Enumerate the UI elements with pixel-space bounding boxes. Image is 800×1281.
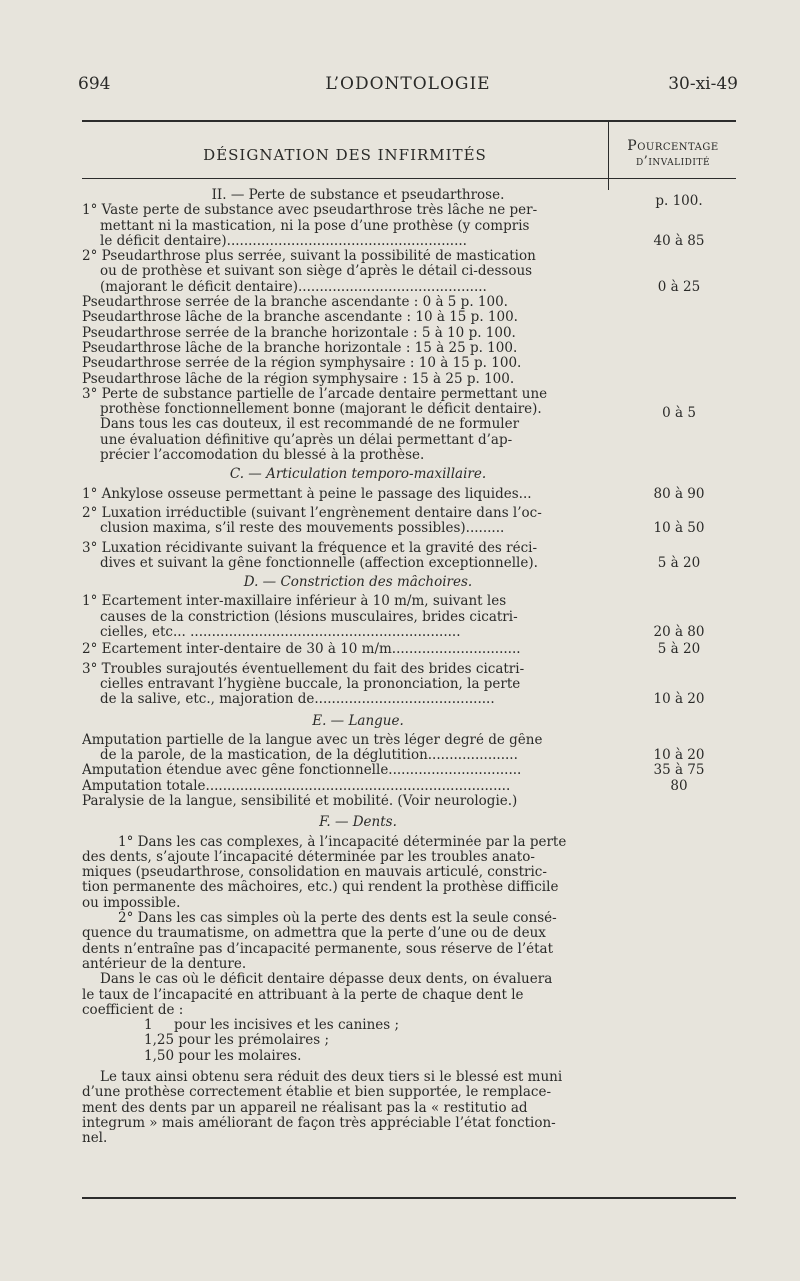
row-text: clusion maxima, s’il reste des mouvements possibles)......... xyxy=(100,521,505,537)
row-percentage: 10 à 20 xyxy=(653,691,705,708)
table-row xyxy=(82,926,736,941)
table-row xyxy=(82,692,736,707)
table-row xyxy=(82,779,736,794)
paragraph-text: antérieur de la denture. xyxy=(82,956,247,972)
table-row xyxy=(82,417,736,432)
table-row xyxy=(82,763,736,778)
table-row xyxy=(82,295,736,310)
row-text: Pseudarthrose lâche de la branche ascendante : 10 à 15 p. 100. xyxy=(82,310,518,326)
table-row xyxy=(82,794,736,809)
table-row xyxy=(82,1049,736,1064)
table-row xyxy=(82,556,736,571)
row-text: Amputation totale....................................................................... xyxy=(82,778,511,794)
table-row xyxy=(82,203,736,218)
row-text: Amputation partielle de la langue avec un très léger degré de gêne xyxy=(82,732,543,748)
paragraph-text: 1° Dans les cas complexes, à l’incapacité déterminée par la perte xyxy=(118,834,567,850)
table-row xyxy=(82,942,736,957)
row-text: 2° Ecartement inter-dentaire de 30 à 10 m/m.............................. xyxy=(82,642,521,658)
row-text: Pseudarthrose lâche de la branche horizontale : 15 à 25 p. 100. xyxy=(82,340,518,356)
page-number: 694 xyxy=(78,74,111,94)
table-row xyxy=(82,896,736,911)
table-row xyxy=(82,264,736,279)
unit-label: p. 100. xyxy=(655,193,703,209)
paragraph-text: tion permanente des mâchoires, etc.) qui rendent la prothèse difficile xyxy=(82,880,559,896)
table-row xyxy=(82,249,736,264)
table-row xyxy=(82,310,736,325)
table-row xyxy=(82,188,736,209)
table-row xyxy=(82,341,736,356)
table-row xyxy=(82,506,736,521)
table-row xyxy=(82,1003,736,1018)
column-header-designation: DÉSIGNATION DES INFIRMITÉS xyxy=(203,146,487,164)
table-row xyxy=(82,402,736,422)
table-row xyxy=(82,433,736,448)
paragraph-text: integrum » mais améliorant de façon très appréciable l’état fonction- xyxy=(82,1115,556,1131)
table-row xyxy=(82,467,736,482)
table-row xyxy=(82,541,736,556)
row-percentage: 10 à 20 xyxy=(653,747,705,764)
table-row xyxy=(82,642,736,657)
paragraph-text: quence du traumatisme, on admettra que la perte d’une ou de deux xyxy=(82,926,546,942)
row-text: Amputation étendue avec gêne fonctionnelle............................... xyxy=(82,763,522,779)
table-row xyxy=(82,1131,736,1146)
table-row xyxy=(82,356,736,371)
paragraph-text: ment des dents par un appareil ne réalisant pas la « restitutio ad xyxy=(82,1100,528,1116)
table-row xyxy=(82,850,736,865)
table-row xyxy=(82,610,736,625)
header-column-separator xyxy=(608,122,609,190)
row-text: cielles entravant l’hygiène buccale, la prononciation, la perte xyxy=(100,676,521,692)
row-percentage: 0 à 25 xyxy=(657,278,701,295)
table-row xyxy=(82,487,736,502)
paragraph-text: nel. xyxy=(82,1131,108,1147)
table-row xyxy=(82,1018,736,1033)
row-percentage: 20 à 80 xyxy=(653,624,705,641)
table-row xyxy=(82,387,736,402)
journal-title: L’ODONTOLOGIE xyxy=(325,74,491,94)
row-text: Pseudarthrose serrée de la branche horizontale : 5 à 10 p. 100. xyxy=(82,325,516,341)
paragraph-text: d’une prothèse correctement établie et bien supportée, le remplace- xyxy=(82,1085,551,1101)
section-heading-d: D. — Constriction des mâchoires. xyxy=(243,575,473,591)
table-row xyxy=(82,815,736,830)
row-text: causes de la constriction (lésions musculaires, brides cicatri- xyxy=(100,609,518,625)
row-text: Pseudarthrose serrée de la région symphysaire : 10 à 15 p. 100. xyxy=(82,356,522,372)
coefficient-line: 1,25 pour les prémolaires ; xyxy=(144,1033,329,1049)
table-row xyxy=(82,662,736,677)
row-text: cielles, etc... ............................................................... xyxy=(100,625,461,641)
section-heading-c: C. — Articulation temporo-maxillaire. xyxy=(229,467,487,483)
table-row xyxy=(82,835,736,850)
section-heading-e: E. — Langue. xyxy=(312,713,404,729)
section-heading-f: F. — Dents. xyxy=(319,815,397,831)
paragraph-text: des dents, s’ajoute l’incapacité déterminée par les troubles anato- xyxy=(82,849,535,865)
table-row xyxy=(82,448,736,463)
row-text: 3° Luxation récidivante suivant la fréquence et la gravité des réci- xyxy=(82,540,538,556)
paragraph-text: le taux de l’incapacité en attribuant à la perte de chaque dent le xyxy=(82,987,524,1003)
table-row xyxy=(82,1033,736,1048)
row-text: ou de prothèse et suivant son siège d’après le détail ci-dessous xyxy=(100,264,533,280)
table-row xyxy=(82,957,736,972)
infirmity-table xyxy=(82,188,736,1147)
table-row xyxy=(82,1070,736,1085)
table-row xyxy=(82,733,736,748)
coefficient-line: 1 pour les incisives et les canines ; xyxy=(144,1018,400,1034)
paragraph-text: dents n’entraîne pas d’incapacité permanente, sous réserve de l’état xyxy=(82,941,554,957)
row-text: 2° Pseudarthrose plus serrée, suivant la possibilité de mastication xyxy=(82,249,536,265)
row-text: prothèse fonctionnellement bonne (majorant le déficit dentaire). xyxy=(100,402,542,418)
section-heading-ii: II. — Perte de substance et pseudarthrose. xyxy=(211,188,505,203)
paragraph-text: coefficient de : xyxy=(82,1002,184,1018)
table-row xyxy=(82,714,736,729)
row-percentage: 5 à 20 xyxy=(657,641,701,658)
row-text: 1° Vaste perte de substance avec pseudarthrose très lâche ne per- xyxy=(82,203,538,219)
row-text: 3° Troubles surajoutés éventuellement du fait des brides cicatri- xyxy=(82,661,525,677)
coefficient-line: 1,50 pour les molaires. xyxy=(144,1048,302,1064)
row-text: Dans tous les cas douteux, il est recommandé de ne formuler xyxy=(100,417,520,433)
row-percentage: 40 à 85 xyxy=(653,232,705,249)
row-percentage: 35 à 75 xyxy=(653,762,705,779)
row-percentage: 10 à 50 xyxy=(653,520,705,537)
row-text: Pseudarthrose serrée de la branche ascendante : 0 à 5 p. 100. xyxy=(82,295,508,311)
table-row xyxy=(82,988,736,1003)
issue-date: 30-xi-49 xyxy=(668,74,738,94)
row-percentage: 0 à 5 xyxy=(662,405,696,422)
paragraph-text: miques (pseudarthrose, consolidation en mauvais articulé, constric- xyxy=(82,865,547,881)
table-row xyxy=(82,1101,736,1116)
percentage-header-line2: d’invalidité xyxy=(635,154,711,169)
row-text: 1° Ankylose osseuse permettant à peine le passage des liquides... xyxy=(82,486,532,502)
row-text: de la salive, etc., majoration de.......................................... xyxy=(100,692,495,708)
paragraph-text: Le taux ainsi obtenu sera réduit des deux tiers si le blessé est muni xyxy=(100,1070,563,1086)
table-row xyxy=(82,234,736,249)
row-text: une évaluation définitive qu’après un délai permettant d’ap- xyxy=(100,432,513,448)
table-row xyxy=(82,575,736,590)
row-text: de la parole, de la mastication, de la déglutition..................... xyxy=(100,748,518,764)
table-row xyxy=(82,280,736,295)
row-text: Paralysie de la langue, sensibilité et mobilité. (Voir neurologie.) xyxy=(82,793,518,809)
column-header-percentage xyxy=(610,138,736,170)
table-row xyxy=(82,748,736,763)
table-row xyxy=(82,677,736,692)
row-text: 2° Luxation irréductible (suivant l’engrènement dentaire dans l’oc- xyxy=(82,505,542,521)
running-header xyxy=(78,74,738,96)
table-bottom-rule xyxy=(82,1197,736,1199)
table-row xyxy=(82,219,736,234)
row-text: le déficit dentaire)........................................................ xyxy=(100,233,467,249)
table-row xyxy=(82,1085,736,1100)
row-text: dives et suivant la gêne fonctionnelle (affection exceptionnelle). xyxy=(100,555,538,571)
row-percentage: 80 à 90 xyxy=(653,485,705,502)
table-row xyxy=(82,326,736,341)
percentage-header-line1: Pourcentage xyxy=(627,138,719,154)
row-percentage: 80 xyxy=(670,777,688,794)
table-row xyxy=(82,1116,736,1131)
table-row xyxy=(82,865,736,880)
row-text: mettant ni la mastication, ni la pose d’une prothèse (y compris xyxy=(100,218,530,234)
row-text: précier l’accomodation du blessé à la prothèse. xyxy=(100,448,425,464)
table-top-rule xyxy=(82,120,736,122)
paragraph-text: Dans le cas où le déficit dentaire dépasse deux dents, on évaluera xyxy=(100,972,553,988)
table-row xyxy=(82,372,736,387)
row-percentage: 5 à 20 xyxy=(657,554,701,571)
table-row xyxy=(82,880,736,895)
paragraph-text: 2° Dans les cas simples où la perte des dents est la seule consé- xyxy=(118,911,557,927)
header-bottom-rule xyxy=(82,178,736,179)
table-row xyxy=(82,594,736,609)
paragraph-text: ou impossible. xyxy=(82,895,181,911)
row-text: 1° Ecartement inter-maxillaire inférieur à 10 m/m, suivant les xyxy=(82,594,507,610)
table-row xyxy=(82,972,736,987)
table-row xyxy=(82,911,736,926)
row-text: 3° Perte de substance partielle de l’arcade dentaire permettant une xyxy=(82,386,548,402)
table-row xyxy=(82,625,736,640)
row-text: Pseudarthrose lâche de la région symphysaire : 15 à 25 p. 100. xyxy=(82,371,515,387)
row-text: (majorant le déficit dentaire)............................................ xyxy=(100,279,487,295)
table-row xyxy=(82,521,736,536)
